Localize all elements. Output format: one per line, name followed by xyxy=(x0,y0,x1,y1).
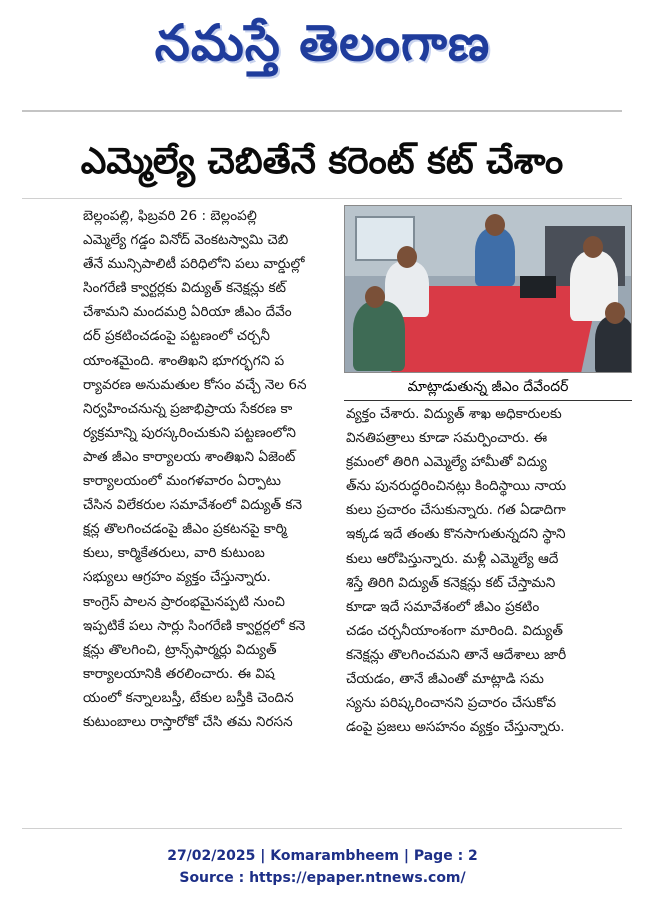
article-line: కార్యాలయంలో మంగళవారం ఏర్పాటు xyxy=(83,473,281,490)
article-line: ర్యావరణ అనుమతుల కోసం వచ్చే నెల 6న xyxy=(83,376,307,393)
article-line: ర్యక్రమాన్ని పురస్కరించుకుని పట్టణంలోని xyxy=(83,424,296,441)
article-line: కులు ఆరోపిస్తున్నారు. మళ్లీ ఎమ్మెల్యే ఆదే xyxy=(346,550,559,567)
article-line: వినతిపత్రాలు కూడా సమర్పించారు. ఈ xyxy=(346,430,548,447)
article-line: ఇప్పటికే పలు సార్లు సింగరేణి క్వార్టర్లలో కనె xyxy=(83,617,306,634)
article-line: క్షన్లు తొలగించి, ట్రాన్స్‌ఫార్మర్లు విద్యుత్ xyxy=(83,641,277,658)
article-line: నిర్వహించనున్న ప్రజాభిప్రాయ సేకరణ కా xyxy=(83,400,293,417)
article-line: యాంశమైంది. శాంతిఖని భూగర్భగని ప xyxy=(83,352,285,369)
article-line: కార్యాలయానికి తరలించారు. ఈ విష xyxy=(83,665,275,682)
article-column-right xyxy=(346,402,630,739)
article-line: ఇక్కడ ఇదే తంతు కొనసాగుతున్నదని స్థాని xyxy=(346,526,566,543)
photo-caption: మాట్లాడుతున్న జీఎం దేవేందర్ xyxy=(407,379,569,395)
article-line: శిస్తే తిరిగి విద్యుత్ కనెక్షన్లు కట్ చేస్తామని xyxy=(346,574,556,591)
article-line: క్రమంలో తిరిగి ఎమ్మెల్యే హామీతో విద్యు xyxy=(346,454,547,471)
masthead-divider xyxy=(22,110,622,112)
article-line: సభ్యులు ఆగ్రహం వ్యక్తం చేస్తున్నారు. xyxy=(83,569,271,586)
article-line: చడం చర్చనీయాంశంగా మారింది. విద్యుత్ xyxy=(346,622,563,639)
article-line: తేనే మున్సిపాలిటీ పరిధిలోని పలు వార్డుల్లో xyxy=(83,256,305,273)
article-line: త్‌ను పునరుద్ధరించినట్లు కిందిస్థాయి నాయ xyxy=(346,478,567,495)
article-line: వ్యక్తం చేశారు. విద్యుత్ శాఖ అధికారులకు xyxy=(346,406,562,422)
article-line: కులు, కార్మికేతరులు, వారి కుటుంబ xyxy=(83,545,265,562)
article-line: బెల్లంపల్లి, ఫిబ్రవరి 26 : బెల్లంపల్లి xyxy=(83,208,257,224)
article-line: చేసిన విలేకరుల సమావేశంలో విద్యుత్ కనె xyxy=(83,497,303,514)
footer-date-edition: 27/02/2025 | Komarambheem | Page : 2 xyxy=(167,848,478,864)
article-line: కులు ప్రచారం చేసుకున్నారు. గత ఏడాదిగా xyxy=(346,502,566,519)
article-line: కుటుంబాలు రాస్తారోకో చేసి తమ నిరసన xyxy=(83,713,293,730)
article-line: దర్ ప్రకటించడంపై పట్టణంలో చర్చనీ xyxy=(83,328,270,345)
article-line: కూడా ఇదే సమావేశంలో జీఎం ప్రకటిం xyxy=(346,598,540,615)
caption-divider xyxy=(344,400,632,401)
article-line: సింగరేణి క్వార్టర్లకు విద్యుత్ కనెక్షన్లు కట్ xyxy=(83,280,287,297)
article-column-left xyxy=(83,204,331,734)
article-line: క్షన్ల తొలగించడంపై జీఎం ప్రకటనపై కార్మి xyxy=(83,521,287,538)
article-line: కనెక్షన్లు తొలగించమని తానే ఆదేశాలు జారీ xyxy=(346,646,567,663)
article-line: చేయడం, తానే జీఎంతో మాట్లాడి సమ xyxy=(346,671,544,688)
article-line: పాత జీఎం కార్యాలయ శాంతిఖని ఏజెంట్ xyxy=(83,448,296,465)
news-photo xyxy=(344,205,632,373)
article-line: కాంగ్రెస్ పాలన ప్రారంభమైనప్పటి నుంచి xyxy=(83,593,285,610)
article-line: స్యను పరిష్కరించానని ప్రచారం చేసుకోవ xyxy=(346,695,557,712)
newspaper-masthead: నమస్తే తెలంగాణ xyxy=(154,13,491,72)
article-line: యంలో కన్నాలబస్తీ, టేకుల బస్తీకి చెందిన xyxy=(83,689,294,706)
article-line: చేశామని మందమర్రి ఏరియా జీఎం దేవేం xyxy=(83,304,292,321)
headline-divider xyxy=(22,198,622,199)
article-headline: ఎమ్మెల్యే చెబితేనే కరెంట్ కట్ చేశాం xyxy=(80,141,564,182)
footer-source: Source : https://epaper.ntnews.com/ xyxy=(179,870,466,886)
article-line: డంపై ప్రజలు అసహనం వ్యక్తం చేస్తున్నారు. xyxy=(346,719,565,736)
footer-divider xyxy=(22,828,622,829)
article-line: ఎమ్మెల్యే గడ్డం వినోద్ వెంకటస్వామి చెబి xyxy=(83,232,289,249)
